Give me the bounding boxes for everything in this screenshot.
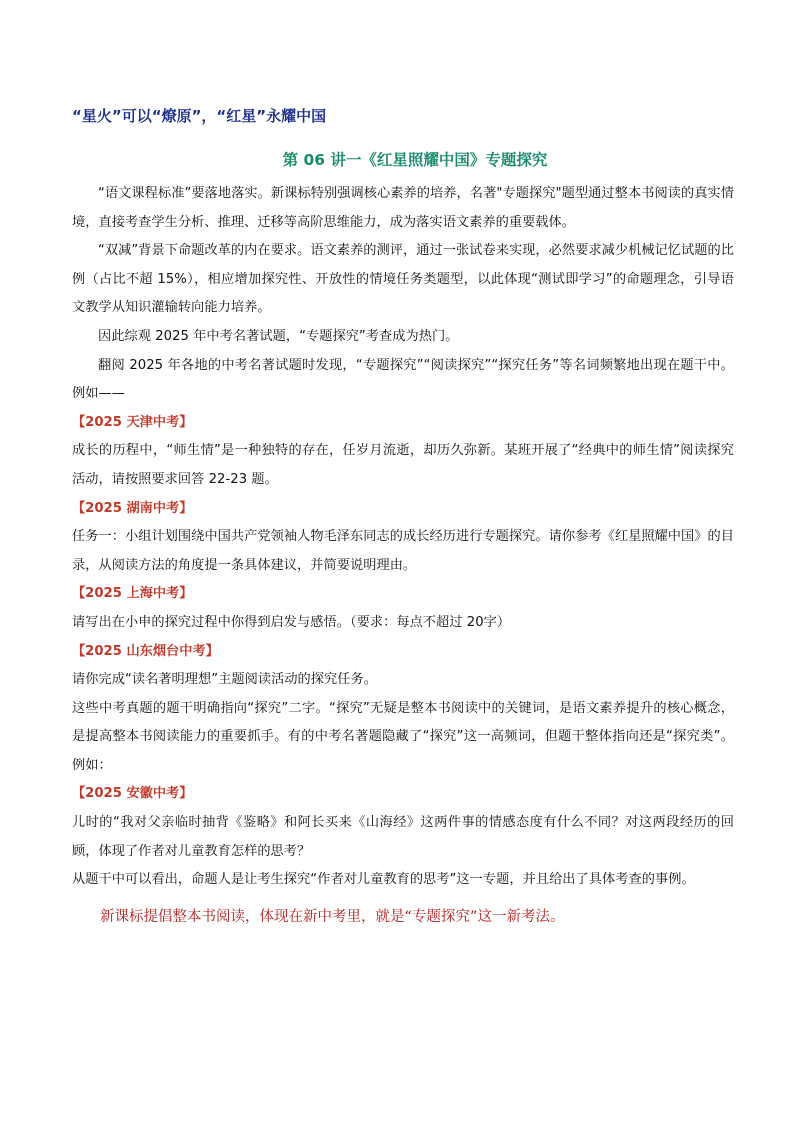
analysis-paragraph: 从题干中可以看出，命题人是让考生探究“作者对儿童教育的思考”这一专题，并且给出了具体考查的事例。 (72, 872, 695, 888)
example-text-yantai: 请你完成“读名著明理想”主题阅读活动的探究任务。 (72, 672, 377, 688)
example-text-shanghai: 请写出在小申的探究过程中你得到启发与感悟。（要求：每点不超过 20字） (72, 614, 511, 630)
middle-paragraph: 这些中考真题的题干明确指向“探究”二字。“探究”无疑是整本书阅读中的关键词，是语文素养提升的核心概念，是提高整本书阅读能力的重要抓手。有的中考名著题隐藏了“探究”这一高频词，但题干整体指向还是“探究类”。例如： (72, 700, 734, 773)
main-title: 第 06 讲一《红星照耀中国》专题探究 (282, 151, 548, 169)
example-label-hunan: 【2025 湖南中考】 (72, 500, 193, 516)
top-title: “星火”可以“燎原”，“红星”永耀中国 (72, 107, 327, 125)
example-label-anhui: 【2025 安徽中考】 (72, 786, 193, 802)
example-text-anhui: 儿时的“我对父亲临时抽背《鉴略》和阿长买来《山海经》这两件事的情感态度有什么不同？对这两段经历的回顾，体现了作者对儿童教育怎样的思考？ (72, 815, 734, 859)
paragraph-3: 因此综观 2025 年中考名著试题，“专题探究”考查成为热门。 (98, 328, 459, 344)
paragraph-2: “双减”背景下命题改革的内在要求。语文素养的测评，通过一张试卷来实现，必然要求减少机械记忆试题的比例（占比不超 15%），相应增加探究性、开放性的情境任务类题型，以此体现“测试即学习”的命题理念，引导语文教学从知识灌输转向能力培养。 (72, 243, 734, 316)
example-text-tianjin: 成长的历程中，“师生情”是一种独特的存在，任岁月流逝，却历久弥新。某班开展了“经典中的师生情”阅读探究活动，请按照要求回答 22-23 题。 (72, 443, 734, 487)
example-text-hunan: 任务一：小组计划围绕中国共产党领袖人物毛泽东同志的成长经历进行专题探究。请你参考《红星照耀中国》的目录，从阅读方法的角度提一条具体建议，并简要说明理由。 (72, 529, 734, 573)
example-label-tianjin: 【2025 天津中考】 (72, 414, 193, 430)
paragraph-4: 翻阅 2025 年各地的中考名著试题时发现，“专题探究”“阅读探究”“探究任务”等名词频繁地出现在题干中。例如—— (72, 357, 734, 402)
example-label-shanghai: 【2025 上海中考】 (72, 586, 193, 602)
paragraph-1: “语文课程标准”要落地落实。新课标特别强调核心素养的培养，名著"专题探究"题型通过整本书阅读的真实情境，直接考查学生分析、推理、迁移等高阶思维能力，成为落实语文素养的重要载体。 (72, 186, 734, 230)
example-label-yantai: 【2025 山东烟台中考】 (72, 643, 219, 659)
conclusion-paragraph: 新课标提倡整本书阅读，体现在新中考里，就是“专题探究”这一新考法。 (100, 908, 565, 925)
